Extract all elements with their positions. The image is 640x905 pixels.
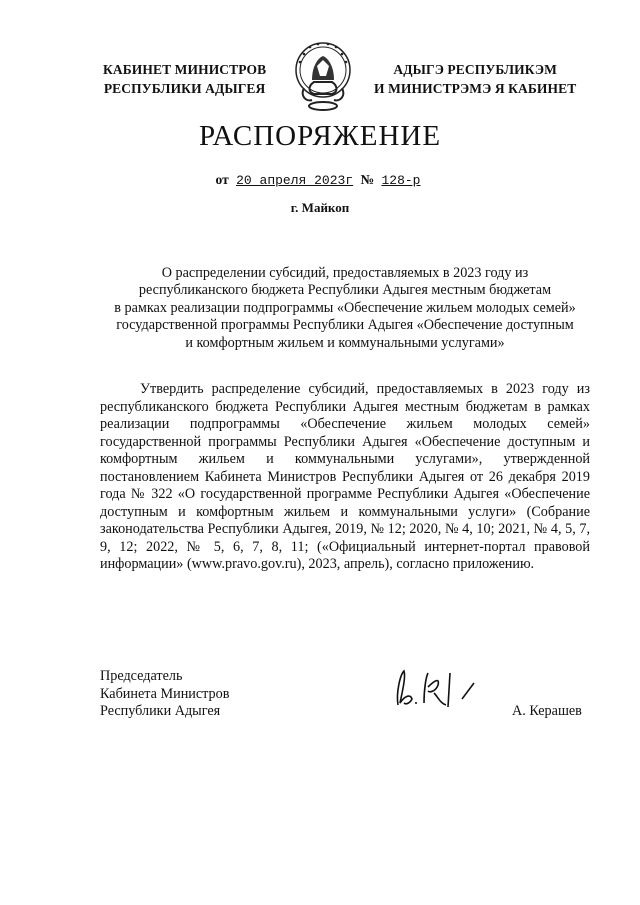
header-left-line1: КАБИНЕТ МИНИСТРОВ xyxy=(103,62,267,77)
header-right xyxy=(374,60,576,98)
subject-line: О распределении субсидий, предоставляемых в 2023 году из xyxy=(161,265,529,281)
document-subject xyxy=(100,265,590,352)
subject-line: в рамках реализации подпрограммы «Обеспечение жильем молодых семей» xyxy=(114,299,576,316)
position-line2: Кабинета Министров xyxy=(100,685,230,702)
document-body xyxy=(100,381,590,574)
document-number: 128-р xyxy=(381,173,421,188)
subject-line: республиканского бюджета Республики Адыгея местным бюджетам xyxy=(138,282,552,299)
header-left-line2: РЕСПУБЛИКИ АДЫГЕЯ xyxy=(103,81,266,96)
header-right-line2: И МИНИСТРЭМЭ Я КАБИНЕТ xyxy=(374,81,577,96)
date-number-line xyxy=(0,172,640,188)
body-paragraph: Утвердить распределение субсидий, предоставляемых в 2023 году из республиканского бюджета Республики Адыгея местным бюджетам в рамках реализации подпрограммы «Обеспечение жильем молодых семей» государственной программы Республики Адыгея «Обеспечение доступным и комфортным жильем и коммунальными услугами», утвержденной постановлением Кабинета Министров Республики Адыгея от 26 декабря 2019 года № 322 «О государственной программе Республики Адыгея «Обеспечение доступным и комфортным жильем и коммунальными услуги» (Собрание законодательства Республики Адыгея, 2019, № 12; 2020, № 4, 10; 2021, № 4, 5, 7, 9, 12; 2022, № 5, 6, 7, 8, 11; («Официальный интернет-портал правовой информации» (www.pravo.gov.ru), 2023, апрель), согласно приложению. xyxy=(100,381,590,572)
document-date: 20 апреля 2023г xyxy=(236,173,354,188)
handwritten-signature-icon xyxy=(390,663,490,713)
header-left xyxy=(103,60,266,98)
subject-line: государственной программы Республики Адыгея «Обеспечение доступным xyxy=(116,317,574,334)
document-title: РАСПОРЯЖЕНИЕ xyxy=(198,120,442,152)
date-prefix: от xyxy=(215,172,229,187)
signatory-name: А. Керашев xyxy=(512,703,582,719)
position-line1: Председатель xyxy=(100,668,183,684)
header-right-line1: АДЫГЭ РЕСПУБЛИКЭМ xyxy=(393,62,557,77)
city: г. Майкоп xyxy=(290,200,350,215)
number-prefix: № xyxy=(360,172,375,187)
position-line3: Республики Адыгея xyxy=(100,703,221,719)
coat-of-arms-icon xyxy=(290,36,356,114)
subject-line: и комфортным жильем и коммунальными услугами» xyxy=(185,334,505,351)
signatory-position xyxy=(100,668,229,721)
